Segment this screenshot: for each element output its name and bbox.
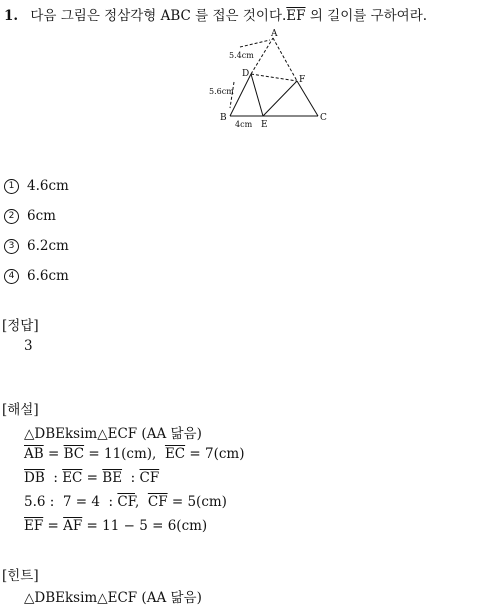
- choice-1[interactable]: [4, 178, 69, 194]
- answer-value: 3: [24, 338, 33, 354]
- dim-ad: [240, 40, 270, 47]
- solution-line-1: △DBEksim△ECF (AA 닮음): [24, 426, 202, 442]
- solution-line-3: $\overline{DB}$ : $\overline{EC} = \overline{BE}$ : $\overline{CF}$: [24, 470, 160, 486]
- segment-ef: $\overline{EF}$: [286, 8, 306, 24]
- label-a: A: [271, 29, 278, 39]
- label-f: F: [299, 75, 306, 85]
- choice-label: 6cm: [27, 208, 56, 224]
- choice-2[interactable]: [4, 208, 56, 224]
- label-c: C: [320, 113, 327, 123]
- choice-3[interactable]: [4, 238, 69, 254]
- label-e: E: [261, 120, 268, 130]
- solution-line-2: $\overline{AB} = \overline{BC} = 11(cm)$, $\overline{EC} = 7(cm)$: [24, 446, 245, 462]
- edge-da: [251, 38, 273, 74]
- edge-af: [273, 38, 297, 81]
- label-b: B: [220, 113, 227, 123]
- choice-label: 4.6cm: [27, 178, 69, 194]
- choice-label: 6.2cm: [27, 238, 69, 254]
- edge-df: [251, 74, 297, 81]
- triangle-figure: [200, 28, 340, 133]
- choice-marker: 4: [4, 269, 19, 284]
- choice-marker: 3: [4, 239, 19, 254]
- edge-de: [251, 74, 263, 116]
- measure-ad: 5.4cm: [229, 51, 254, 60]
- measure-db: 5.6cm: [209, 87, 234, 96]
- question-line: [4, 4, 427, 24]
- solution-line-4: 5.6 : 7 = 4 : $\overline{CF}$, $\overline{CF} = 5(cm)$: [24, 494, 227, 510]
- solution-header: [해설]: [2, 402, 39, 418]
- choice-marker: 1: [4, 179, 19, 194]
- choice-4[interactable]: [4, 268, 69, 284]
- edge-fc: [297, 81, 318, 116]
- solution-line-5: $\overline{EF} = \overline{AF} = 11 - 5 = 6(cm)$: [24, 518, 208, 534]
- choice-marker: 2: [4, 209, 19, 224]
- question-text: 다음 그림은 정삼각형 ABC 를 접은 것이다$.\overline{EF}$ 의 길이를 구하여라.: [30, 8, 428, 24]
- label-d: D: [242, 69, 250, 79]
- hint-header: [힌트]: [2, 568, 39, 584]
- choice-label: 6.6cm: [27, 268, 69, 284]
- answer-header: [정답]: [2, 318, 39, 334]
- hint-line-1: △DBEksim△ECF (AA 닮음): [24, 590, 202, 606]
- question-number: 1.: [4, 8, 19, 24]
- edge-ef: [263, 81, 297, 116]
- measure-be: 4cm: [235, 120, 253, 129]
